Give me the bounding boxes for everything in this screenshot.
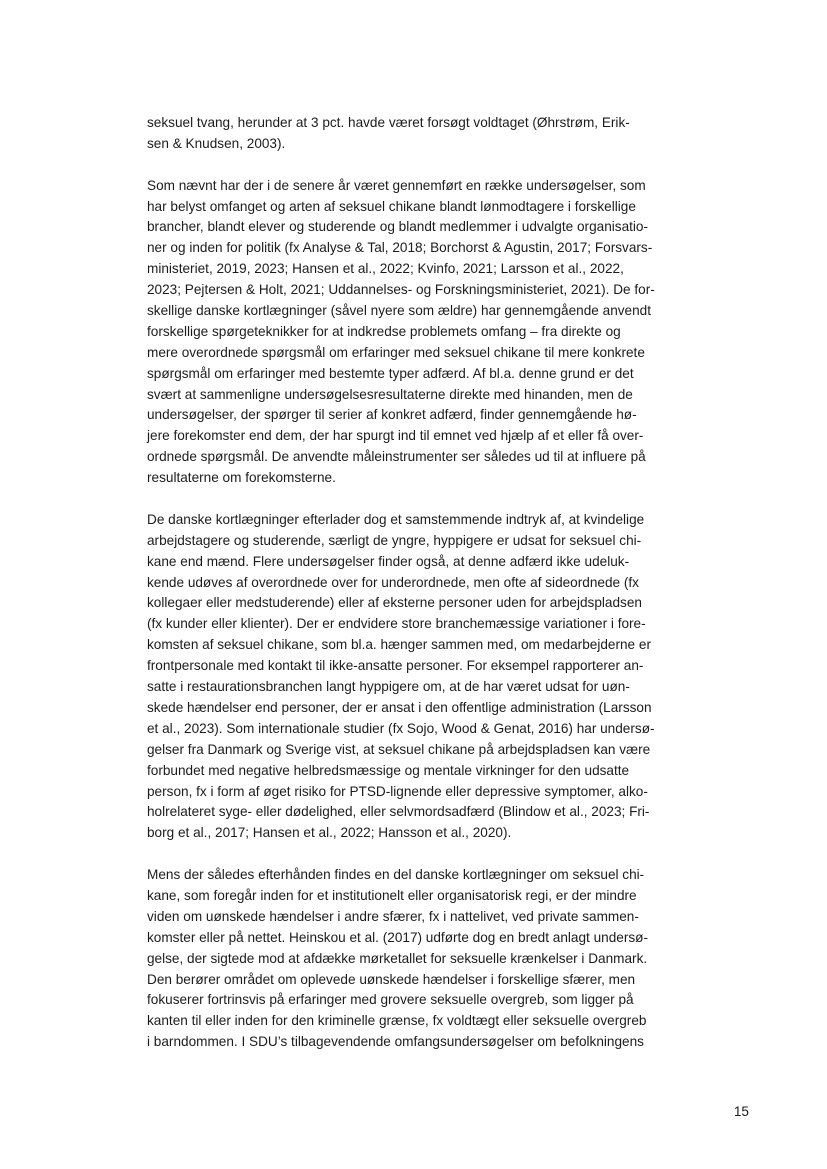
text-line: gelser fra Danmark og Sverige vist, at seksuel chikane på arbejdspladsen kan være [147, 741, 651, 757]
text-line: skellige danske kortlægninger (såvel nyere som ældre) har gennemgående anvendt [147, 303, 652, 319]
text-line: fokuserer fortrinsvis på erfaringer med grovere seksuelle overgreb, som ligger på [147, 992, 634, 1008]
text-line: undersøgelser, der spørger til serier af konkret adfærd, finder gennemgående hø- [147, 407, 637, 423]
text-line: komster eller på nettet. Heinskou et al. (2017) udførte dog en bredt anlagt undersø- [147, 929, 648, 945]
text-line: svært at sammenligne undersøgelsesresultaterne direkte med hinanden, men de [147, 386, 633, 402]
text-line: har belyst omfanget og arten af seksuel chikane blandt lønmodtagere i forskellige [147, 198, 636, 214]
text-line: viden om uønskede hændelser i andre sfærer, fx i nattelivet, ved private sammen- [147, 908, 639, 924]
text-line: kanten til eller inden for den kriminelle grænse, fx voldtægt eller seksuelle overgreb [147, 1013, 647, 1029]
text-line: ministeriet, 2019, 2023; Hansen et al., 2022; Kvinfo, 2021; Larsson et al., 2022, [147, 261, 624, 277]
text-line: (fx kunder eller klienter). Der er endvidere store branchemæssige variationer i fore- [147, 616, 646, 632]
text-line: spørgsmål om erfaringer med bestemte typer adfærd. Af bl.a. denne grund er det [147, 365, 634, 381]
text-line: i barndommen. I SDU’s tilbagevendende omfangsundersøgelser om befolkningens [147, 1034, 644, 1050]
paragraph [147, 510, 695, 844]
text-line: resultaterne om forekomsterne. [147, 470, 336, 486]
paragraph [147, 113, 695, 155]
body-text [147, 113, 695, 1074]
text-line: holrelateret syge- eller dødelighed, eller selvmordsadfærd (Blindow et al., 2023; Fri- [147, 804, 650, 820]
text-line: De danske kortlægninger efterlader dog et samstemmende indtryk af, at kvindelige [147, 511, 645, 527]
text-line: gelse, der sigtede mod at afdække mørketallet for seksuelle krænkelser i Danmark. [147, 950, 648, 966]
page-number: 15 [733, 1104, 749, 1119]
text-line: brancher, blandt elever og studerende og blandt medlemmer i udvalgte organisatio- [147, 219, 649, 235]
text-line: seksuel tvang, herunder at 3 pct. havde været forsøgt voldtaget (Øhrstrøm, Erik- [147, 115, 630, 130]
text-line: mere overordnede spørgsmål om erfaringer med seksuel chikane til mere konkrete [147, 344, 645, 360]
text-line: skede hændelser end personer, der er ansat i den offentlige administration (Larsson [147, 699, 652, 715]
text-line: komsten af seksuel chikane, som bl.a. hænger sammen med, om medarbejderne er [147, 637, 651, 653]
text-line: borg et al., 2017; Hansen et al., 2022; Hansson et al., 2020). [147, 825, 512, 841]
text-line: ordnede spørgsmål. De anvendte måleinstrumenter ser således ud til at influere på [147, 449, 646, 465]
text-line: forskellige spørgeteknikker for at indkredse problemets omfang – fra direkte og [147, 323, 621, 339]
paragraph [147, 176, 695, 489]
text-line: kane end mænd. Flere undersøgelser finder også, at denne adfærd ikke udeluk- [147, 553, 630, 569]
text-line: forbundet med negative helbredsmæssige og mentale virkninger for den udsatte [147, 762, 630, 778]
text-line: ner og inden for politik (fx Analyse & Tal, 2018; Borchorst & Agustin, 2017; Forsvars- [147, 240, 653, 256]
text-line: arbejdstagere og studerende, særligt de yngre, hyppigere er udsat for seksuel chi- [147, 532, 642, 548]
text-line: et al., 2023). Som internationale studier (fx Sojo, Wood & Genat, 2016) har undersø- [147, 720, 655, 736]
text-line: sen & Knudsen, 2003). [147, 135, 286, 151]
text-line: kane, som foregår inden for et institutionelt eller organisatorisk regi, er der mindre [147, 887, 637, 903]
text-line: 2023; Pejtersen & Holt, 2021; Uddannelses- og Forskningsministeriet, 2021). De for- [147, 282, 655, 298]
text-line: Mens der således efterhånden findes en del danske kortlægninger om seksuel chi- [147, 867, 645, 883]
paragraph [147, 865, 695, 1053]
text-line: jere forekomster end dem, der har spurgt ind til emnet ved hjælp af et eller få over- [147, 428, 644, 444]
text-line: kende udøves af overordnede over for underordnede, men ofte af sideordnede (fx [147, 574, 639, 590]
text-line: kollegaer eller medstuderende) eller af eksterne personer uden for arbejdspladsen [147, 595, 642, 611]
text-line: person, fx i form af øget risiko for PTSD-lignende eller depressive symptomer, alko- [147, 783, 648, 799]
text-line: Som nævnt har der i de senere år været gennemført en række undersøgelser, som [147, 177, 646, 193]
text-line: Den berører området om oplevede uønskede hændelser i forskellige sfærer, men [147, 971, 636, 987]
text-line: frontpersonale med kontakt til ikke-ansatte personer. For eksempel rapporterer an- [147, 658, 644, 674]
text-line: satte i restaurationsbranchen langt hyppigere om, at de har været udsat for uøn- [147, 679, 630, 695]
